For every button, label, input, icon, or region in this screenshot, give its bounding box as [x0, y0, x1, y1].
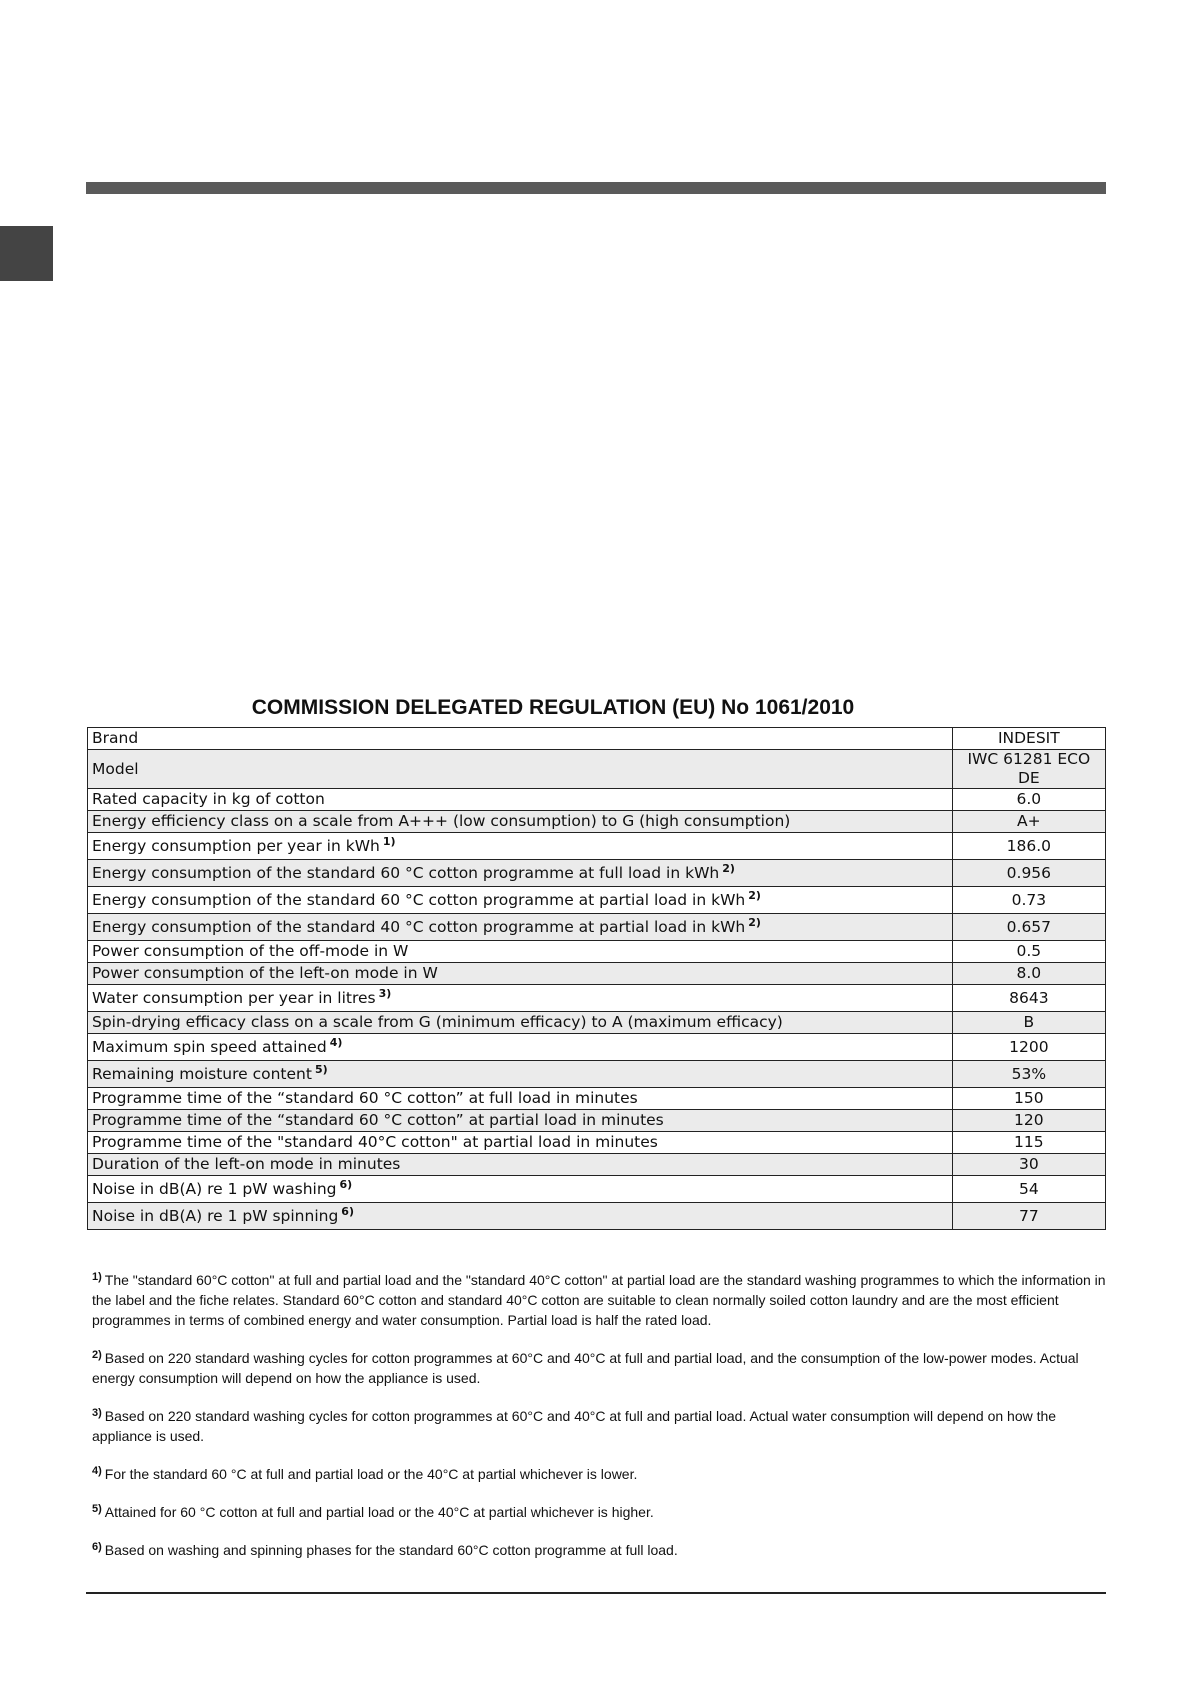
- row-label: [88, 985, 953, 1012]
- row-value: 115: [952, 1132, 1105, 1154]
- row-label-text: Energy consumption of the standard 60 °C cotton programme at full load in kWh: [92, 864, 720, 882]
- footnotes: [92, 1270, 1107, 1578]
- footnote: [92, 1270, 1107, 1330]
- row-value: 0.657: [952, 914, 1105, 941]
- row-label: [88, 963, 953, 985]
- row-label-text: Water consumption per year in litres: [92, 989, 376, 1007]
- table-row: [88, 1132, 1106, 1154]
- table-row: [88, 1203, 1106, 1230]
- row-value: 0.956: [952, 860, 1105, 887]
- row-label: [88, 1176, 953, 1203]
- row-label: [88, 789, 953, 811]
- row-value: 0.5: [952, 941, 1105, 963]
- bottom-divider-line: [86, 1592, 1106, 1594]
- row-label-text: Energy consumption of the standard 60 °C cotton programme at partial load in kWh: [92, 891, 746, 909]
- row-value: 120: [952, 1110, 1105, 1132]
- row-value: B: [952, 1012, 1105, 1034]
- row-label-text: Model: [92, 759, 139, 778]
- footnote-ref: 3): [378, 987, 392, 1000]
- footnote-ref: 2): [722, 862, 735, 875]
- row-value: 54: [952, 1176, 1105, 1203]
- row-value: A+: [952, 811, 1105, 833]
- row-label-text: Programme time of the “standard 60 °C cotton” at partial load in minutes: [92, 1111, 664, 1129]
- product-fiche-table: [87, 727, 1106, 1230]
- table-row: [88, 963, 1106, 985]
- table-row: [88, 811, 1106, 833]
- product-fiche-rows: [88, 728, 1106, 1230]
- footnote: [92, 1540, 1107, 1560]
- footnote-ref: 1): [382, 835, 396, 848]
- row-label: [88, 833, 953, 860]
- row-label-text: Programme time of the “standard 60 °C cotton” at full load in minutes: [92, 1089, 638, 1107]
- row-label: [88, 1061, 953, 1088]
- footnote-text: Based on 220 standard washing cycles for cotton programmes at 60°C and 40°C at full and partial load. Actual water consumption will depend on how the appliance is used.: [92, 1408, 1057, 1444]
- row-value: 77: [952, 1203, 1105, 1230]
- table-row: [88, 985, 1106, 1012]
- footnote-text: The "standard 60°C cotton" at full and partial load and the "standard 40°C cotton" at partial load are the standard washing programmes to which the information in the label and the fiche relates. Standard 60°C cotton and standard 40°C cotton are suitable to clean normally soiled cotton laundry and are the most efficient programmes in terms of combined energy and water consumption. Partial load is half the rated load.: [92, 1272, 1106, 1328]
- footnote: [92, 1348, 1107, 1388]
- row-label: [88, 860, 953, 887]
- row-label: [88, 914, 953, 941]
- row-value: 0.73: [952, 887, 1105, 914]
- row-label-text: Energy consumption per year in kWh: [92, 837, 380, 855]
- row-value: 1200: [952, 1034, 1105, 1061]
- footnote: [92, 1464, 1107, 1484]
- footnote-ref: 4): [329, 1036, 343, 1049]
- table-row: [88, 789, 1106, 811]
- row-label-text: Maximum spin speed attained: [92, 1038, 327, 1056]
- footnote-ref: 5): [314, 1063, 328, 1076]
- regulation-title: COMMISSION DELEGATED REGULATION (EU) No 1061/2010: [251, 696, 855, 719]
- row-label: [88, 1154, 953, 1176]
- footnote-mark: 4): [92, 1465, 102, 1477]
- table-row: [88, 1176, 1106, 1203]
- footnote-mark: 5): [92, 1503, 102, 1515]
- row-label-text: Brand: [92, 729, 139, 747]
- table-row: [88, 860, 1106, 887]
- row-value: 150: [952, 1088, 1105, 1110]
- row-label: [88, 1203, 953, 1230]
- row-label-text: Spin-drying efficacy class on a scale from G (minimum efficacy) to A (maximum efficacy): [92, 1013, 783, 1031]
- row-label-text: Programme time of the "standard 40°C cotton" at partial load in minutes: [92, 1133, 658, 1151]
- row-label: [88, 728, 953, 750]
- row-value: 53%: [952, 1061, 1105, 1088]
- row-label: [88, 887, 953, 914]
- table-row: [88, 1012, 1106, 1034]
- footnote-mark: 1): [92, 1271, 102, 1283]
- table-row: [88, 914, 1106, 941]
- table-row: [88, 1154, 1106, 1176]
- row-value: 30: [952, 1154, 1105, 1176]
- footnote-ref: 6): [341, 1205, 354, 1218]
- row-value: 186.0: [952, 833, 1105, 860]
- footnote-text: Attained for 60 °C cotton at full and partial load or the 40°C at partial whichever is higher.: [104, 1504, 654, 1520]
- row-label-text: Energy efficiency class on a scale from A+++ (low consumption) to G (high consumption): [92, 812, 791, 830]
- footnote-mark: 6): [92, 1541, 102, 1553]
- top-divider-bar: [86, 182, 1106, 194]
- row-label-text: Power consumption of the off-mode in W: [92, 942, 409, 960]
- table-row: [88, 1061, 1106, 1088]
- footnote: [92, 1502, 1107, 1522]
- row-label: [88, 1012, 953, 1034]
- table-row: [88, 833, 1106, 860]
- row-label: [88, 1088, 953, 1110]
- row-label-text: Rated capacity in kg of cotton: [92, 790, 325, 808]
- footnote: [92, 1406, 1107, 1446]
- table-row: [88, 728, 1106, 750]
- table-row: [88, 887, 1106, 914]
- row-label-text: Remaining moisture content: [92, 1065, 312, 1083]
- table-row: [88, 941, 1106, 963]
- footnote-text: For the standard 60 °C at full and partial load or the 40°C at partial whichever is lower.: [104, 1466, 638, 1482]
- row-label: [88, 1132, 953, 1154]
- footnote-ref: 6): [339, 1178, 353, 1191]
- row-label: [88, 1110, 953, 1132]
- footnote-ref: 2): [748, 889, 761, 902]
- table-row: [88, 1110, 1106, 1132]
- table-row: [88, 1034, 1106, 1061]
- row-label: [88, 811, 953, 833]
- row-value: 8643: [952, 985, 1105, 1012]
- row-label: [88, 941, 953, 963]
- row-value: 8.0: [952, 963, 1105, 985]
- table-row: [88, 1088, 1106, 1110]
- footnote-mark: 2): [92, 1349, 102, 1361]
- row-label-text: Duration of the left-on mode in minutes: [92, 1155, 401, 1173]
- row-value: INDESIT: [952, 728, 1105, 750]
- side-tab-marker: [0, 226, 53, 281]
- row-label: [88, 1034, 953, 1061]
- footnote-ref: 2): [748, 916, 761, 929]
- row-label-text: Power consumption of the left-on mode in W: [92, 964, 438, 982]
- row-label-text: Noise in dB(A) re 1 pW washing: [92, 1180, 337, 1198]
- footnote-text: Based on washing and spinning phases for the standard 60°C cotton programme at full load.: [104, 1542, 678, 1558]
- footnote-mark: 3): [92, 1407, 102, 1419]
- row-value: IWC 61281 ECO DE: [952, 750, 1105, 789]
- row-label-text: Energy consumption of the standard 40 °C cotton programme at partial load in kWh: [92, 918, 746, 936]
- row-value: 6.0: [952, 789, 1105, 811]
- row-label-text: Noise in dB(A) re 1 pW spinning: [92, 1207, 339, 1225]
- row-label: [88, 750, 953, 789]
- table-row: [88, 750, 1106, 789]
- footnote-text: Based on 220 standard washing cycles for cotton programmes at 60°C and 40°C at full and partial load, and the consumption of the low-power modes. Actual energy consumption will depend on how the appliance is used.: [92, 1350, 1079, 1386]
